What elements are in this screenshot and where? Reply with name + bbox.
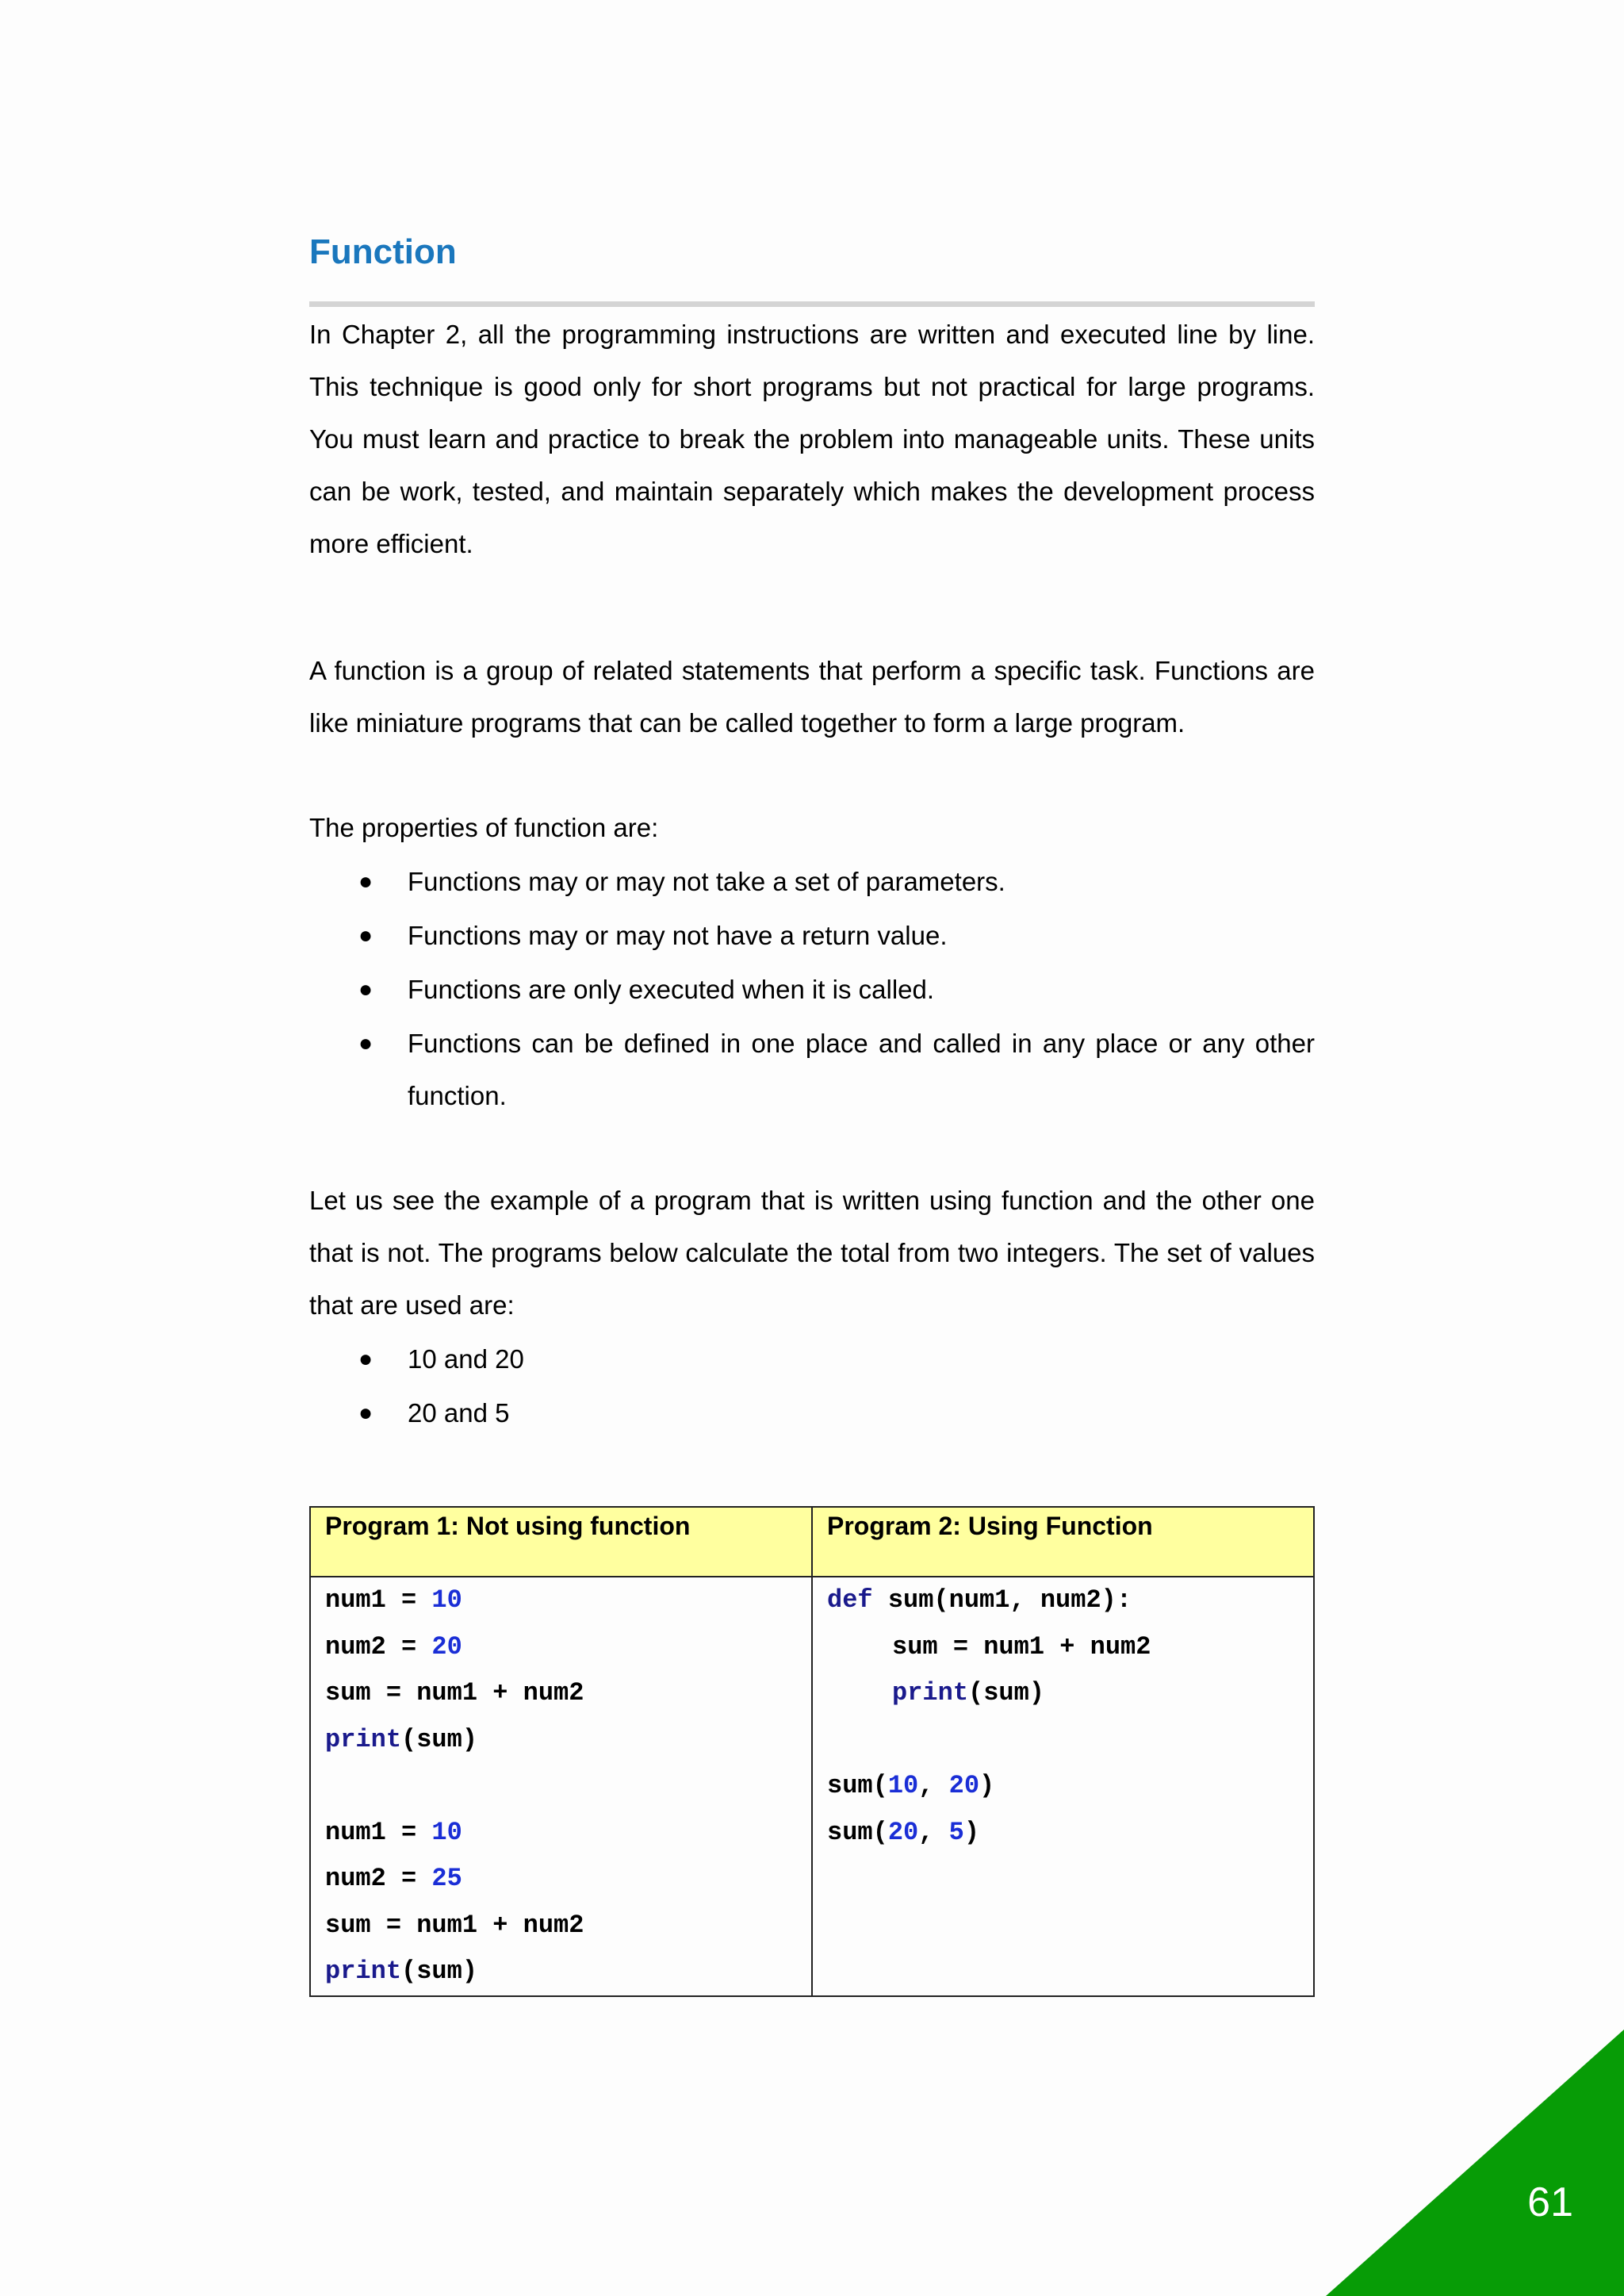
code-line [325,1856,797,1903]
header-program-2: Program 2: Using Function [812,1507,1314,1577]
intro-paragraph: In Chapter 2, all the programming instructions are written and executed line by line. This technique is good only for short programs but not practical for large programs. You must learn and practice to break the problem into manageable units. These units can be work, tested, and maintain separately which makes the development process more efficient. [309,320,1315,558]
code-line [325,1903,797,1949]
list-item: ● Functions may or may not have a return value. [309,910,1315,962]
code-keyword: print [325,1957,402,1986]
list-item: ● Functions are only executed when it is called. [309,964,1315,1016]
code-text: num1 = [325,1817,432,1847]
code-text: sum(num1, num2): [872,1585,1132,1615]
code-line [325,1577,797,1624]
code-text: , [918,1771,949,1800]
code-text: sum( [827,1817,888,1847]
properties-intro: The properties of function are: [309,813,659,842]
code-text: , [918,1817,949,1847]
code-text: (sum) [968,1678,1045,1708]
code-number: 25 [431,1864,462,1893]
bullet-icon: ● [358,922,373,949]
definition-paragraph: A function is a group of related statements that perform a specific task. Functions are like miniature programs that can be called together to form a large program. [309,656,1315,738]
code-number: 20 [948,1771,980,1800]
code-line [325,1810,797,1857]
code-line [827,1763,1299,1810]
title-divider [309,301,1315,307]
properties-list [309,856,1315,1122]
corner-accent [1326,2030,1624,2296]
program-1-code [310,1577,812,1996]
code-line [827,1624,1299,1671]
list-item: ● Functions can be defined in one place and called in any place or any other function. [309,1018,1315,1122]
header-program-1: Program 1: Not using function [310,1507,812,1577]
code-keyword: print [892,1678,969,1708]
code-text: sum( [827,1771,888,1800]
code-text: sum = num1 + num2 [325,1910,584,1940]
code-line [827,1717,1299,1764]
code-text: ) [963,1817,980,1847]
code-text: (sum) [401,1957,478,1986]
code-text: sum = num1 + num2 [892,1631,1151,1662]
code-number: 10 [431,1817,462,1847]
code-line [325,1624,797,1671]
list-item: ● 10 and 20 [309,1333,1315,1386]
example-intro: Let us see the example of a program that is written using function and the other one that is not. The programs below calculate the total from two integers. The set of values that are used are: [309,1186,1315,1320]
code-text: sum = num1 + num2 [325,1678,584,1708]
code-keyword: def [827,1585,873,1615]
value-sets-list [309,1333,1315,1439]
code-line [827,1810,1299,1857]
code-line [325,1949,797,1995]
code-text: num2 = [325,1864,432,1893]
bullet-icon: ● [358,1400,373,1426]
code-line [827,1577,1299,1624]
list-item: ● 20 and 5 [309,1387,1315,1439]
list-item: ● Functions may or may not take a set of parameters. [309,856,1315,908]
code-line [827,1670,1299,1717]
program-2-code [812,1577,1314,1996]
code-number: 5 [948,1817,964,1847]
code-line [325,1670,797,1717]
bullet-icon: ● [358,1030,373,1056]
page-number: 61 [1527,2179,1573,2225]
program-comparison-table [309,1506,1315,1997]
section-title: Function [309,232,457,271]
bullet-icon: ● [358,1346,373,1372]
code-number: 20 [887,1817,919,1847]
code-number: 10 [887,1771,919,1800]
content [309,228,1315,1997]
bullet-icon: ● [358,976,373,1002]
code-text: num1 = [325,1585,432,1615]
bullet-icon: ● [358,868,373,895]
code-block-right [827,1577,1299,1856]
code-block-left [325,1577,797,1995]
code-number: 20 [431,1631,462,1662]
code-text: ) [979,1771,995,1800]
code-text: (sum) [401,1724,478,1754]
code-number: 10 [431,1585,462,1615]
code-text: num2 = [325,1631,432,1662]
code-line [325,1717,797,1764]
code-keyword: print [325,1724,402,1754]
code-line [325,1763,797,1810]
